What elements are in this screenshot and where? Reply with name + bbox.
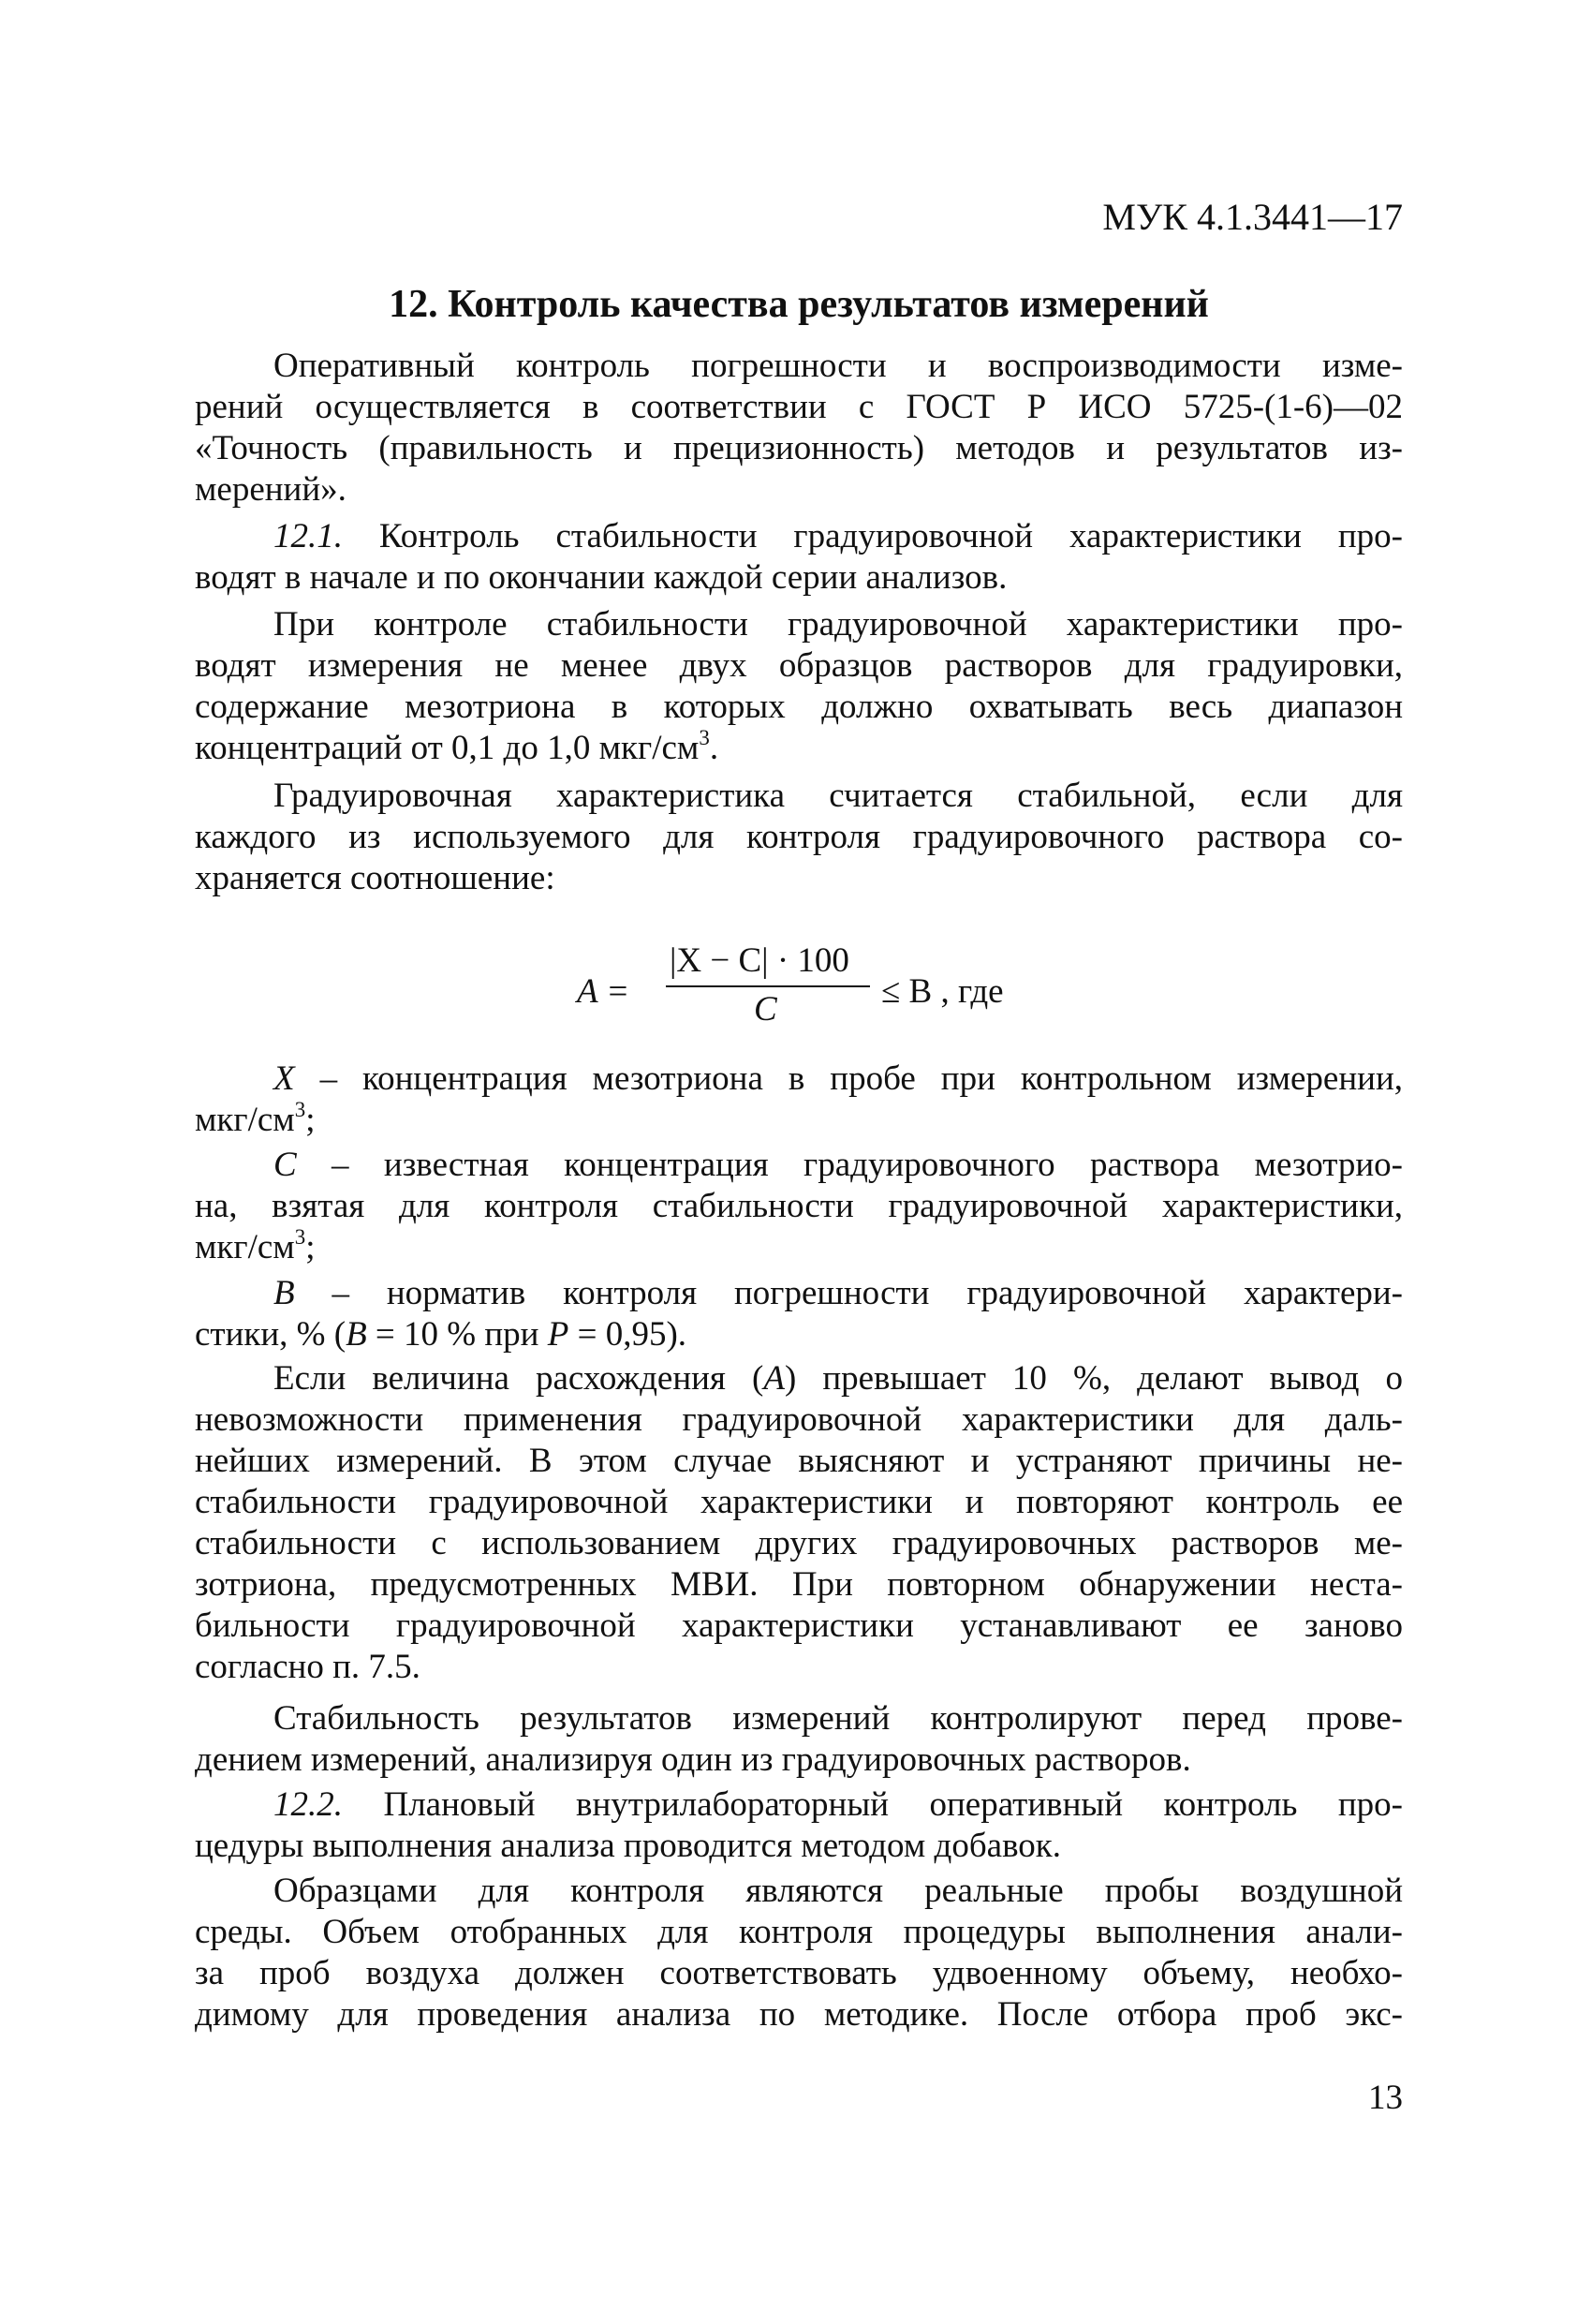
- symbol: C: [273, 1146, 297, 1184]
- text-line: зотриона, предусмотренных МВИ. При повторном обнаружении неста-: [195, 1565, 1403, 1604]
- text-line: цедуры выполнения анализа проводится методом добавок.: [195, 1827, 1062, 1865]
- text-line: нейших измерений. В этом случае выясняют и устраняют причины не-: [195, 1442, 1403, 1480]
- text-line: среды. Объем отобранных для контроля процедуры выполнения анали-: [195, 1913, 1403, 1951]
- text-fragment: .: [709, 729, 719, 767]
- text-line: [195, 1227, 1403, 1268]
- paragraph-operative-control: [195, 346, 1403, 511]
- text-fragment: – концентрация мезотриона в пробе при контрольном измерении,: [294, 1059, 1403, 1098]
- paragraph-control-samples: [195, 1871, 1403, 2035]
- paragraph-12-2: [195, 1784, 1403, 1867]
- text-fragment: – норматив контроля погрешности градуировочной характери-: [294, 1274, 1403, 1312]
- text-line: [195, 1058, 1403, 1100]
- symbol: B: [273, 1274, 295, 1312]
- text-line: на, взятая для контроля стабильности градуировочной характеристики,: [195, 1187, 1403, 1225]
- text-fragment: ;: [305, 1228, 316, 1266]
- text-fragment: Если величина расхождения (: [273, 1359, 764, 1398]
- fraction-bar: [666, 985, 870, 987]
- page-number: 13: [1368, 2079, 1403, 2117]
- text-fragment: = 0,95).: [568, 1315, 687, 1354]
- definition-c: [195, 1145, 1403, 1268]
- superscript: 3: [699, 728, 710, 749]
- symbol: X: [273, 1059, 295, 1098]
- text-line: «Точность (правильность и прецизионность) методов и результатов из-: [195, 429, 1403, 467]
- text-line: водят измерения не менее двух образцов растворов для градуировки,: [195, 646, 1403, 685]
- text-line: [195, 1145, 1403, 1186]
- text-line: [195, 1314, 1403, 1355]
- text-line: храняется соотношение:: [195, 859, 555, 897]
- paragraph-12-1: [195, 516, 1403, 599]
- text-line: При контроле стабильности градуировочной характеристики про-: [273, 605, 1403, 644]
- formula-lhs: A =: [577, 972, 630, 1011]
- paragraph-deviation: [195, 1358, 1403, 1688]
- text-fragment: ;: [305, 1101, 316, 1139]
- document-code: МУК 4.1.3441—17: [1102, 196, 1403, 238]
- section-title: 12. Контроль качества результатов измерений: [389, 283, 1209, 326]
- paragraph-stable-condition: [195, 776, 1403, 899]
- text-line: Градуировочная характеристика считается стабильной, если для: [273, 777, 1403, 815]
- text-line: Стабильность результатов измерений контролируют перед прове-: [273, 1699, 1403, 1738]
- superscript: 3: [294, 1100, 306, 1121]
- text-line: содержание мезотриона в которых должно охватывать весь диапазон: [195, 688, 1403, 726]
- text-line: [195, 1100, 1403, 1141]
- symbol: P: [547, 1315, 569, 1354]
- definition-x: [195, 1058, 1403, 1141]
- text-fragment: ) превышает 10 %, делают вывод о: [784, 1359, 1403, 1398]
- text-fragment: – известная концентрация градуировочного раствора мезотрио-: [296, 1146, 1403, 1184]
- text-fragment: стики, % (: [195, 1315, 346, 1354]
- text-line: [195, 1358, 1403, 1399]
- text-fragment: концентраций от 0,1 до 1,0 мкг/см: [195, 729, 700, 767]
- text-line: [195, 728, 1403, 769]
- definition-b: [195, 1273, 1403, 1355]
- text-fragment: Плановый внутрилабораторный оперативный контроль про-: [343, 1785, 1403, 1824]
- text-line: бильности градуировочной характеристики устанавливают ее заново: [195, 1606, 1403, 1645]
- text-line: водят в начале и по окончании каждой серии анализов.: [195, 558, 1008, 597]
- clause-number: 12.1.: [273, 517, 343, 555]
- text-line: дением измерений, анализируя один из градуировочных растворов.: [195, 1740, 1191, 1779]
- paragraph-results-stability: [195, 1698, 1403, 1781]
- text-line: мерений».: [195, 470, 346, 509]
- text-fragment: мкг/см: [195, 1228, 295, 1266]
- text-line: Оперативный контроль погрешности и воспроизводимости изме-: [273, 347, 1403, 385]
- text-line: стабильности градуировочной характеристики и повторяют контроль ее: [195, 1483, 1403, 1521]
- symbol: A: [763, 1359, 785, 1398]
- formula-denominator: C: [754, 990, 777, 1029]
- clause-number: 12.2.: [273, 1785, 343, 1824]
- text-line: [195, 516, 1403, 557]
- text-line: димому для проведения анализа по методике. После отбора проб экс-: [195, 1995, 1403, 2034]
- text-line: согласно п. 7.5.: [195, 1648, 420, 1686]
- text-line: стабильности с использованием других градуировочных растворов ме-: [195, 1524, 1403, 1562]
- formula-rhs: ≤ B , где: [881, 972, 1004, 1011]
- text-line: рений осуществляется в соответствии с ГОСТ Р ИСО 5725-(1-6)—02: [195, 388, 1403, 426]
- text-line: [195, 1273, 1403, 1314]
- paragraph-stability-check: [195, 604, 1403, 769]
- symbol: B: [346, 1315, 367, 1354]
- text-line: каждого из используемого для контроля градуировочного раствора со-: [195, 818, 1403, 856]
- text-fragment: = 10 % при: [366, 1315, 548, 1354]
- superscript: 3: [294, 1227, 306, 1249]
- text-line: [195, 1784, 1403, 1826]
- text-fragment: Контроль стабильности градуировочной характеристики про-: [343, 517, 1403, 555]
- document-page: [195, 0, 1403, 2324]
- text-fragment: мкг/см: [195, 1101, 295, 1139]
- text-line: невозможности применения градуировочной характеристики для даль-: [195, 1400, 1403, 1439]
- formula-numerator: |X − C| · 100: [670, 941, 849, 980]
- formula: [577, 940, 1232, 1044]
- text-line: за проб воздуха должен соответствовать удвоенному объему, необхо-: [195, 1954, 1403, 1992]
- text-line: Образцами для контроля являются реальные пробы воздушной: [273, 1872, 1403, 1910]
